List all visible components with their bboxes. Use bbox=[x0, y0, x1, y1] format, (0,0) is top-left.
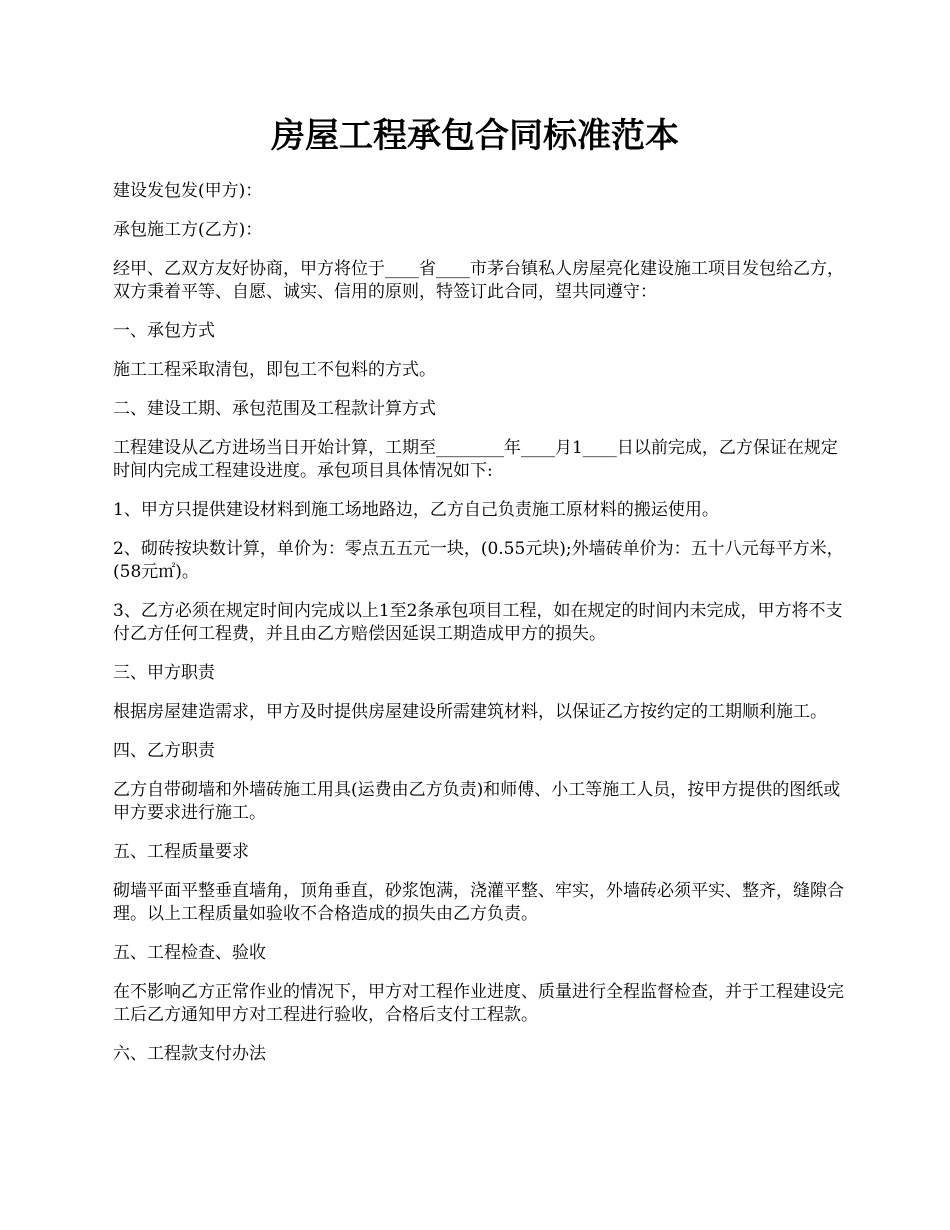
section-heading-quality: 五、工程质量要求 bbox=[113, 842, 249, 862]
section-heading-contract-method: 一、承包方式 bbox=[113, 321, 215, 341]
section-heading-inspection: 五、工程检查、验收 bbox=[113, 943, 266, 963]
document-body bbox=[113, 180, 848, 1082]
inspection-paragraph: 在不影响乙方正常作业的情况下，甲方对工程作业进度、质量进行全程监督检查，并于工程建设完工后乙方通知甲方对工程进行验收，合格后支付工程款。 bbox=[113, 982, 844, 1025]
quality-paragraph: 砌墙平面平整垂直墙角，顶角垂直，砂浆饱满，浇灌平整、牢实，外墙砖必须平实、整齐，缝隙合理。以上工程质量如验收不合格造成的损失由乙方负责。 bbox=[113, 881, 844, 924]
document-title: 房屋工程承包合同标准范本 bbox=[271, 116, 679, 156]
party-b-line: 承包施工方(乙方)： bbox=[113, 220, 263, 240]
party-a-line: 建设发包发(甲方)： bbox=[113, 181, 263, 201]
party-b-duties-paragraph: 乙方自带砌墙和外墙砖施工用具(运费由乙方负责)和师傅、小工等施工人员，按甲方提供的图纸或甲方要求进行施工。 bbox=[113, 780, 841, 823]
schedule-paragraph: 工程建设从乙方进场当日开始计算，工期至________年____月1____日以前完成，乙方保证在规定时间内完成工程建设进度。承包项目具体情况如下: bbox=[113, 438, 838, 481]
section-heading-payment: 六、工程款支付办法 bbox=[113, 1044, 266, 1064]
clause-2: 2、砌砖按块数计算，单价为：零点五五元一块，(0.55元块);外墙砖单价为：五十八元每平方米，(58元㎡)。 bbox=[113, 539, 844, 582]
clause-1: 1、甲方只提供建设材料到施工场地路边，乙方自己负责施工原材料的搬运使用。 bbox=[113, 500, 719, 520]
clause-3: 3、乙方必须在规定时间内完成以上1至2条承包项目工程，如在规定的时间内未完成，甲方将不支付乙方任何工程费，并且由乙方赔偿因延误工期造成甲方的损失。 bbox=[113, 601, 843, 644]
intro-paragraph: 经甲、乙双方友好协商，甲方将位于____省____市茅台镇私人房屋亮化建设施工项目发包给乙方，双方秉着平等、自愿、诚实、信用的原则，特签订此合同，望共同遵守： bbox=[113, 259, 844, 302]
contract-method-paragraph: 施工工程采取清包，即包工不包料的方式。 bbox=[113, 360, 436, 380]
section-heading-party-a-duties: 三、甲方职责 bbox=[113, 663, 215, 683]
party-a-duties-paragraph: 根据房屋建造需求，甲方及时提供房屋建设所需建筑材料，以保证乙方按约定的工期顺利施工。 bbox=[113, 702, 827, 722]
section-heading-schedule-scope: 二、建设工期、承包范围及工程款计算方式 bbox=[113, 399, 436, 419]
section-heading-party-b-duties: 四、乙方职责 bbox=[113, 741, 215, 761]
